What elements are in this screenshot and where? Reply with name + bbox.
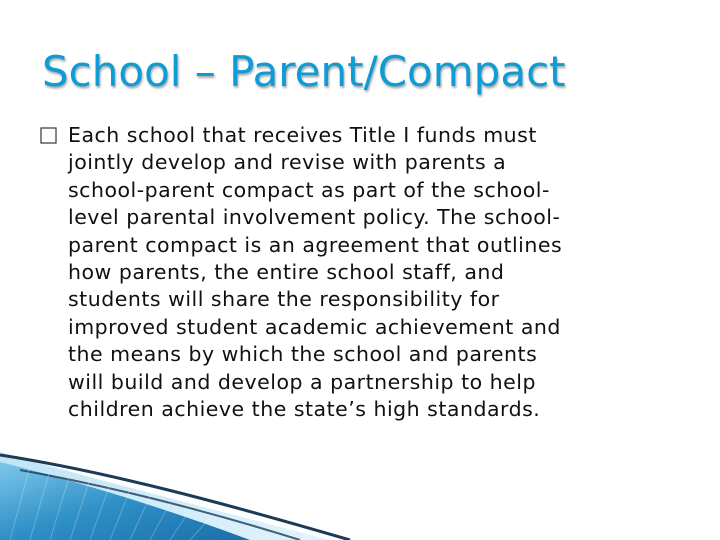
bullet-line: students will share the responsibility for: [68, 287, 500, 312]
checkbox-icon: [40, 127, 59, 146]
bullet-line: parent compact is an agreement that outlines: [68, 232, 563, 257]
bullet-text: [68, 122, 692, 423]
bullet-line: school-parent compact as part of the school-: [68, 177, 550, 202]
bullet-line: level parental involvement policy. The school-: [68, 205, 561, 230]
bullet-line: children achieve the state’s high standards.: [68, 397, 541, 422]
bullet-line: how parents, the entire school staff, and: [68, 260, 505, 285]
bullet-line: improved student academic achievement and: [68, 314, 561, 339]
bullet-line: will build and develop a partnership to help: [68, 369, 536, 394]
bullet-line: Each school that receives Title I funds must: [68, 123, 537, 147]
slide-title: School – Parent/Compact: [42, 47, 566, 96]
bullet-line: the means by which the school and parents: [68, 342, 538, 367]
bullet-line: jointly develop and revise with parents a: [68, 150, 507, 175]
